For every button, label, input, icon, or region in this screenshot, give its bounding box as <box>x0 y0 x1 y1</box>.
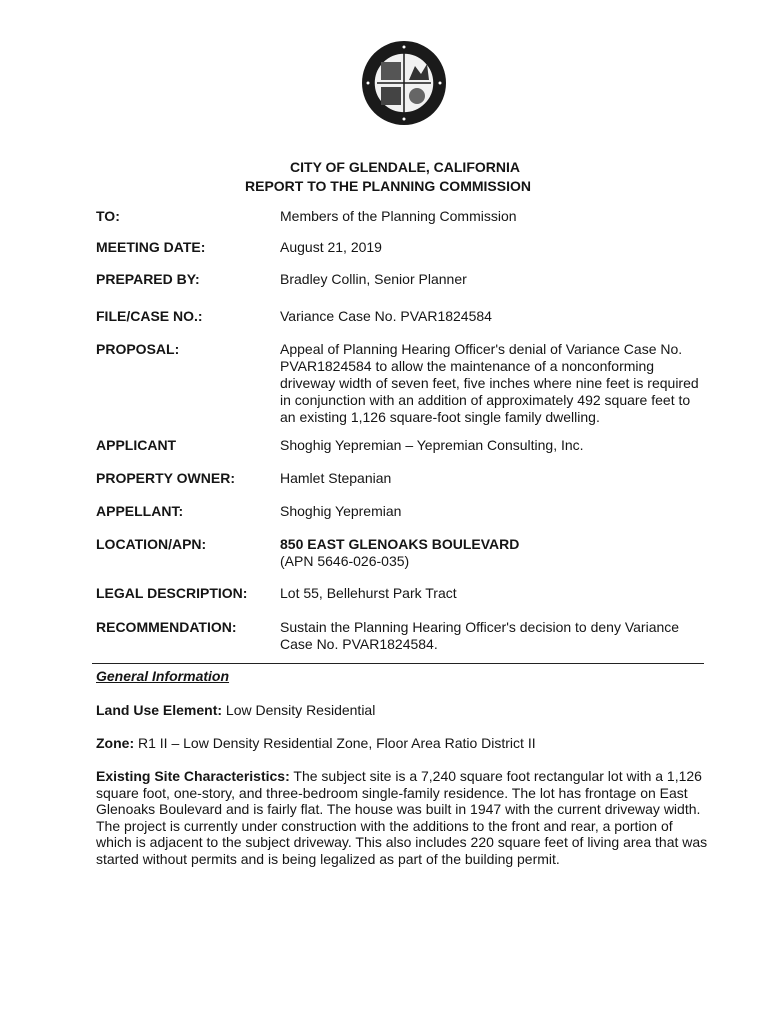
existing-site-characteristics <box>96 768 708 867</box>
field-value: Shoghig Yepremian <box>280 503 402 519</box>
zone-key: Zone: <box>96 735 135 751</box>
field-label: MEETING DATE: <box>96 239 206 255</box>
land-use-element <box>96 702 708 719</box>
field-value: Members of the Planning Commission <box>280 208 517 224</box>
field-value: Variance Case No. PVAR1824584 <box>280 308 492 324</box>
field-value: Shoghig Yepremian – Yepremian Consulting, Inc. <box>280 437 584 453</box>
report-title <box>0 158 770 196</box>
field-label: RECOMMENDATION: <box>96 619 237 635</box>
field-value: Appeal of Planning Hearing Officer's denial of Variance Case No. PVAR1824584 to allow the maintenance of a nonconforming driveway width of seven feet, five inches where nine feet is required in conjunction with an addition of approximately 492 square feet to an existing 1,126 square-foot single family dwelling. <box>280 341 699 425</box>
zone-value: R1 II – Low Density Residential Zone, Floor Area Ratio District II <box>138 735 536 751</box>
city-seal-logo <box>361 40 447 126</box>
field-value-address: 850 EAST GLENOAKS BOULEVARD <box>280 536 520 552</box>
field-value-apn: (APN 5646-026-035) <box>280 553 410 569</box>
section-title-general-information: General Information <box>96 668 230 684</box>
field-value: Bradley Collin, Senior Planner <box>280 271 467 287</box>
zone <box>96 735 708 752</box>
city-name: CITY OF GLENDALE, CALIFORNIA <box>290 159 520 175</box>
field-label: PREPARED BY: <box>96 271 200 287</box>
field-label: PROPERTY OWNER: <box>96 470 235 486</box>
section-divider <box>92 663 704 664</box>
site-key: Existing Site Characteristics: <box>96 768 290 784</box>
site-value: The subject site is a 7,240 square foot rectangular lot with a 1,126 square foot, one-story, and three-bedroom single-family residence. The lot has frontage on East Glenoaks Boulevard and is fairly flat. The house was built in 1947 with the current driveway width. The project is currently under construction with the additions to the front and rear, a portion of which is adjacent to the subject driveway. This also includes 220 square feet of living area that was started without permits and is being legalized as part of the building permit. <box>96 768 708 867</box>
land-use-value: Low Density Residential <box>225 702 376 718</box>
field-label: APPLICANT <box>96 437 177 453</box>
report-subtitle: REPORT TO THE PLANNING COMMISSION <box>245 178 531 194</box>
field-value: August 21, 2019 <box>280 239 382 255</box>
field-label: FILE/CASE NO.: <box>96 308 203 324</box>
land-use-key: Land Use Element: <box>96 702 223 718</box>
field-value: Sustain the Planning Hearing Officer's decision to deny Variance Case No. PVAR1824584. <box>280 619 680 652</box>
field-label: LOCATION/APN: <box>96 536 207 552</box>
field-label: APPELLANT: <box>96 503 184 519</box>
field-label: PROPOSAL: <box>96 341 180 357</box>
field-label: LEGAL DESCRIPTION: <box>96 585 248 601</box>
field-value: Hamlet Stepanian <box>280 470 392 486</box>
field-value: Lot 55, Bellehurst Park Tract <box>280 585 457 601</box>
field-label: TO: <box>96 208 120 224</box>
